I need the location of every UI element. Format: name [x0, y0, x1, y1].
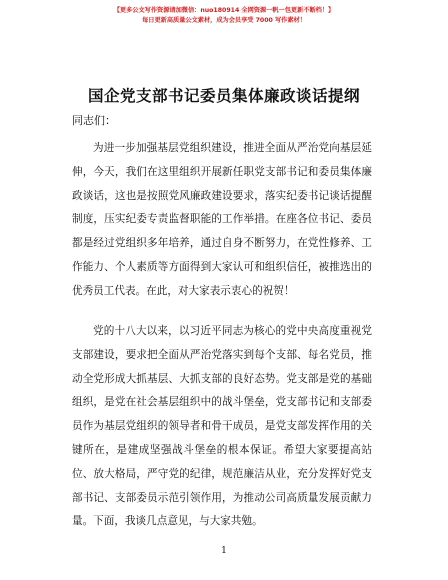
promo-banner-line-1: 【更多公文写作资源请加微信：nuo180914 全网资源一帆一包更新不断档！】: [113, 7, 335, 14]
promo-banner-line-2: 每日更新高质量公文素材，成为会员享受 7000 写作素材！: [142, 17, 306, 24]
promo-banner: [0, 6, 448, 26]
document-title: 国企党支部书记委员集体廉政谈话提纲: [87, 86, 360, 105]
paragraph-2: 党的十八大以来，以习近平同志为核心的党中央高度重视党支部建设，要求把全面从严治党落实到每个支部、每名党员，推动全党形成大抓基层、大抓支部的良好态势。党支部是党的基础组织，是党在社会基层组织中的战斗堡垒，党支部书记和支部委员作为基层党组织的领导者和骨干成员，是党支部发挥作用的关键所在，是建成坚强战斗堡垒的根本保证。希望大家要提高站位、放大格局，严守党的纪律，规范廉洁从业，充分发挥好党支部书记、支部委员示范引领作用，为推动公司高质量发展贡献力量。下面，我谈几点意见，与大家共勉。: [72, 325, 372, 528]
paragraph-1: 为进一步加强基层党组织建设，推进全面从严治党向基层延伸，今天，我们在这里组织开展新任职党支部书记和委员集体廉政谈话，这也是按照党风廉政建设要求，落实纪委书记谈话提醒制度，压实纪委专责监督职能的工作举措。在座各位书记、委员都是经过党组织多年培养，通过自身不断努力，在党性修养、工作能力、个人素质等方面得到大家认可和组织信任，被推选出的优秀员工代表。在此，对大家表示衷心的祝贺！: [72, 142, 372, 297]
greeting: 同志们：: [72, 114, 116, 127]
page-number: 1: [221, 546, 227, 556]
